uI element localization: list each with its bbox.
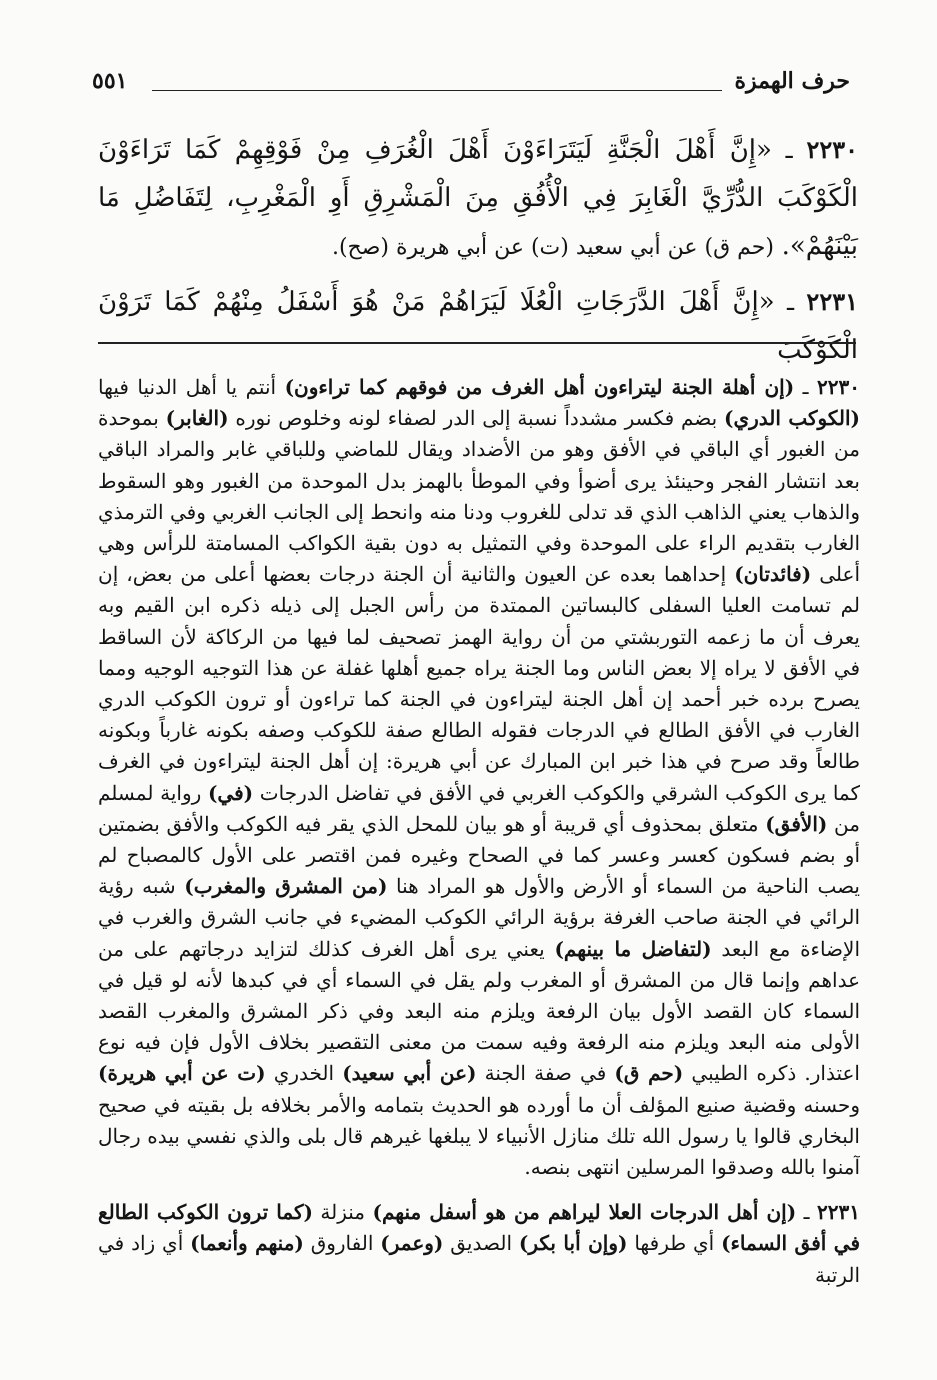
quoted-phrase: (إن أهل الدرجات العلا ليراهم من هو أسفل منهم): [372, 1200, 797, 1225]
commentary-text: متعلق بمحذوف أي قريبة أو هو بيان للمحل الذي يقر فيه الكوكب والأفق بضمتين أو بضم فسكون كعسر وعسر كما في الصحاح وغيره فمن اقتصر على الأول كالمصباح لم يصب الناحية من السماء أو الأرض والأول هو المراد هنا: [98, 811, 860, 899]
hadith-text: «إِنَّ أَهْلَ الْجَنَّةِ لَيَتَرَاءَوْنَ أَهْلَ الْغُرَفِ مِنْ فَوْقِهِمْ كَمَا تَرَاءَوْنَ الْكَوْكَبَ الدُّرِّيَّ الْغَابِرَ فِي الْأُفُقِ مِنَ الْمَشْرِقِ أَوِ الْمَغْرِبِ، لِتَفَاضُلِ مَا بَيْنَهُمْ».: [98, 135, 858, 261]
commentary-text: الصديق: [443, 1231, 519, 1256]
quoted-phrase: (منهم وأنعما): [190, 1231, 304, 1256]
quoted-phrase: (وإن أبا بكر): [518, 1231, 628, 1256]
quoted-phrase: (إن أهلة الجنة ليتراءون أهل الغرف من فوقهم كما تراءون): [284, 375, 795, 399]
commentary-text: وحسنه وقضية صنيع المؤلف أن ما أورده هو الحديث بتمامه والأمر بخلافه بل بقيته في صحيح البخاري قالوا يا رسول الله تلك منازل الأنبياء لا يبلغها غيرهم قال بلى والذي نفسي بيده رجال آمنوا بالله وصدقوا المرسلين انتهى بنصه.: [98, 1092, 860, 1180]
commentary-number: ٢٢٣١: [817, 1200, 860, 1225]
commentary-section: [98, 372, 860, 1332]
commentary-text: الخدري: [265, 1061, 343, 1086]
hadith-entry: ٢٢٣١ ـ «إِنَّ أَهْلَ الدَّرَجَاتِ الْعُلَا لَيَرَاهُمْ مَنْ هُوَ أَسْفَلُ مِنْهُمْ كَمَا تَرَوْنَ الْكَوْكَبَ: [98, 287, 858, 365]
quoted-phrase: (من المشرق والمغرب): [184, 874, 388, 899]
commentary-text: في صفة الجنة: [476, 1061, 615, 1086]
header-rule: [152, 90, 722, 91]
commentary-text: بموحدة من الغبور أي الباقي في الأفق وهو من الأضداد ويقال للماضي وللباقي غابر والمراد الباقي بعد انتشار الفجر وحينئذ يرى أضوأ وفي الموطأ بالهمز بدل الموحدة من الغبور وهو السقوط والذهاب يعني الذاهب الذي قد تدلى للغروب ودنا منه وانحط إلى الجانب الغربي وفي الترمذي الغارب بتقديم الراء على الموحدة وفي التمثيل به دون بقية الكواكب المسامتة للرأس وهي أعلى: [98, 406, 860, 587]
commentary-text: يعني يرى أهل الغرف كذلك لتزايد درجاتهم على من عداهم وإنما قال من المشرق أو المغرب ولم يقل في السماء أي في كبدها لأنه لو قيل في السماء كان القصد الأول بيان الرفعة ويلزم منه البعد وفي ذكر المشرق والمغرب القصد الأولى منه البعد ويلزم منه الرفعة وفيه سمت من معنى التقصير بخلاف الأول فإن فيه نوع اعتذار. ذكره الطيبي: [98, 936, 860, 1086]
commentary-text: إحداهما بعده عن العيون والثانية أن الجنة درجات بعضها أعلى من بعض، إن لم تسامت العليا السفلى كالبساتين الممتدة من رأس الجبل إلى ذيله ذكره ابن القيم وبه يعرف أن ما زعمه التوربشتي من أن رواية الهمز تصحيف لما فيها من الركاكة لأن الساقط في الأفق لا يراه إلا بعض الناس وما الجنة يراه جميع أهلها غفلة عن هذا التوجيه الوجيه ومما يصرح برده خبر أحمد إن أهل الجنة ليتراءون في الجنة كما تراءون أو ترون الكوكب الدري الغارب في الأفق الطالع في الدرجات فقوله الطالع صفة للكوكب وصفه بكونه غارباً وبكونه طالعاً وقد صرح في هذا خبر ابن المبارك عن أبي هريرة: إن أهل الجنة ليتراءون في الغرف كما يرى الكوكب الشرقي والكوكب الغربي في الأفق في تفاضل الدرجات: [98, 562, 860, 805]
quoted-phrase: (في): [207, 780, 254, 805]
commentary-text: بضم فكسر مشدداً نسبة إلى الدر لصفاء لونه وخلوص نوره: [228, 406, 724, 431]
hadith-source: (حم ق) عن أبي سعيد (ت) عن أبي هريرة (صح).: [331, 235, 774, 260]
page-number: ٥٥١: [92, 68, 128, 94]
hadith-number: ٢٢٣١: [806, 287, 858, 316]
chapter-title: حرف الهمزة: [734, 68, 850, 94]
quoted-phrase: (ت عن أبي هريرة): [98, 1061, 266, 1086]
commentary-text: أنتم يا أهل الدنيا فيها: [98, 375, 285, 399]
quoted-phrase: (الأفق): [765, 811, 828, 836]
quoted-phrase: (الكوكب الدري): [724, 406, 860, 431]
page-header: [92, 58, 850, 98]
commentary-text: رواية لمسلم من: [98, 780, 860, 836]
hadith-number: ٢٢٣٠: [806, 135, 858, 164]
commentary-number: ٢٢٣٠: [817, 375, 860, 399]
quoted-phrase: (حم ق): [614, 1061, 684, 1086]
commentary-text: منزلة: [312, 1200, 373, 1225]
commentary-text: الفاروق: [303, 1231, 381, 1256]
commentary-text: أي طرفها: [627, 1231, 722, 1256]
quoted-phrase: (عن أبي سعيد): [342, 1061, 477, 1086]
quoted-phrase: (فائدتان): [734, 562, 812, 587]
quoted-phrase: (وعمر): [380, 1231, 444, 1256]
footnote-separator: [98, 342, 856, 344]
commentary-text: شبه رؤية الرائي في الجنة صاحب الغرفة برؤية الرائي الكوكب المضيء في جانب الشرق والغرب في الإضاءة مع البعد: [98, 874, 860, 961]
quoted-phrase: (الغابر): [165, 406, 229, 431]
commentary-paragraph: ٢٢٣٠ ـ (إن أهلة الجنة ليتراءون أهل الغرف من فوقهم كما تراءون) أنتم يا أهل الدنيا فيها (الكوكب الدري) بضم فكسر مشدداً نسبة إلى الدر لصفاء لونه وخلوص نوره (الغابر) بموحدة من الغبور أي الباقي في الأفق وهو من الأضداد ويقال للماضي وللباقي غابر والمراد الباقي بعد انتشار الفجر وحينئذ يرى أضوأ وفي الموطأ بالهمز بدل الموحدة من الغبور وهو السقوط والذهاب يعني الذاهب الذي قد تدلى للغروب ودنا منه وانحط إلى الجانب الغربي وفي الترمذي الغارب بتقديم الراء على الموحدة وفي التمثيل به دون بقية الكواكب المسامتة للرأس وهي أعلى (فائدتان) إحداهما بعده عن العيون والثانية أن الجنة درجات بعضها أعلى من بعض، إن لم تسامت العليا السفلى كالبساتين الممتدة من رأس الجبل إلى ذيله ذكره ابن القيم وبه يعرف أن ما زعمه التوربشتي من أن رواية الهمز تصحيف لما فيها من الركاكة لأن الساقط في الأفق لا يراه إلا بعض الناس وما الجنة يراه جميع أهلها غفلة عن هذا التوجيه الوجيه ومما يصرح برده خبر أحمد إن أهل الجنة ليتراءون في الجنة كما تراءون أو ترون الكوكب الدري الغارب في الأفق الطالع في الدرجات فقوله الطالع صفة للكوكب وصفه بكونه غارباً وبكونه طالعاً وقد صرح في هذا خبر ابن المبارك عن أبي هريرة: إن أهل الجنة ليتراءون في الغرف كما يرى الكوكب الشرقي والكوكب الغربي في الأفق في تفاضل الدرجات (في) رواية لمسلم من (الأفق) متعلق بمحذوف أي قريبة أو هو بيان للمحل الذي يقر فيه الكوكب والأفق بضمتين أو بضم فسكون كعسر وعسر كما في الصحاح وغيره فمن اقتصر على الأول كالمصباح لم يصب الناحية من السماء أو الأرض والأول هو المراد هنا (من المشرق والمغرب) شبه رؤية الرائي في الجنة صاحب الغرفة برؤية الرائي الكوكب المضيء في جانب الشرق والغرب في الإضاءة مع البعد (لتفاضل ما بينهم) يعني يرى أهل الغرف كذلك لتزايد درجاتهم على من عداهم وإنما قال من المشرق أو المغرب ولم يقل في السماء أي في كبدها لأنه لو قيل في السماء كان القصد الأول بيان الرفعة ويلزم منه البعد وفي ذكر المشرق والمغرب القصد الأولى منه البعد ويلزم منه الرفعة وفيه سمت من معنى التقصير بخلاف الأول فإن فيه نوع اعتذار. ذكره الطيبي (حم ق) في صفة الجنة (عن أبي سعيد) الخدري (ت عن أبي هريرة) وحسنه وقضية صنيع المؤلف أن ما أورده هو الحديث بتمامه والأمر بخلافه بل بقيته في صحيح البخاري قالوا يا رسول الله تلك منازل الأنبياء لا يبلغها غيرهم قال بلى والذي نفسي بيده رجال آمنوا بالله وصدقوا المرسلين انتهى بنصه.: [98, 375, 860, 1180]
hadith-entry: ٢٢٣٠ ـ «إِنَّ أَهْلَ الْجَنَّةِ لَيَتَرَاءَوْنَ أَهْلَ الْغُرَفِ مِنْ فَوْقِهِمْ كَمَا تَرَاءَوْنَ الْكَوْكَبَ الدُّرِّيَّ الْغَابِرَ فِي الْأُفُقِ مِنَ الْمَشْرِقِ أَوِ الْمَغْرِبِ، لِتَفَاضُلِ مَا بَيْنَهُمْ». (حم ق) عن أبي سعيد (ت) عن أبي هريرة (صح).: [98, 135, 858, 261]
quoted-phrase: (لتفاضل ما بينهم): [554, 936, 712, 961]
hadith-text: «إِنَّ أَهْلَ الدَّرَجَاتِ الْعُلَا لَيَرَاهُمْ مَنْ هُوَ أَسْفَلُ مِنْهُمْ كَمَا تَرَوْنَ الْكَوْكَبَ: [98, 287, 858, 365]
commentary-text: أي زاد في الرتبة: [98, 1231, 860, 1287]
quoted-phrase: (كما ترون الكوكب الطالع في أفق السماء): [98, 1200, 860, 1256]
commentary-paragraph: ٢٢٣١ ـ (إن أهل الدرجات العلا ليراهم من هو أسفل منهم) منزلة (كما ترون الكوكب الطالع في أفق السماء) أي طرفها (وإن أبا بكر) الصديق (وعمر) الفاروق (منهم وأنعما) أي زاد في الرتبة: [98, 1200, 860, 1287]
